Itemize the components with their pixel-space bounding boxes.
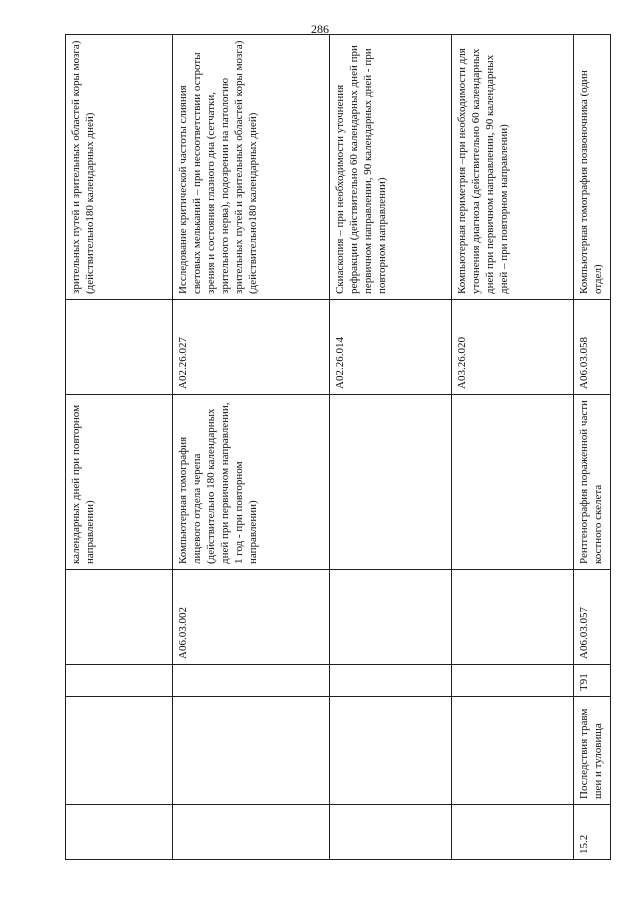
service-description-cell: Компьютерная периметрия –при необходимости для уточнения диагноза (действительно 60 календарных дней при первичном направлении, 90 календарных дней – при повторном направлении) (452, 35, 574, 300)
service-code-cell: A02.26.014 (330, 300, 452, 395)
service-description-cell (330, 395, 452, 570)
service-description-cell (452, 395, 574, 570)
icd-code-cell (173, 665, 330, 697)
disease-cell (330, 697, 452, 805)
table-row (574, 35, 611, 860)
service-code-cell: A06.03.057 (574, 570, 611, 665)
row-number-cell (452, 805, 574, 860)
service-description-cell: Исследование критической частоты слияния световых мельканий – при несоответствии остроты зрения и состояния глазного дна (сетчатки, зрительного нерва), подозрении на патологию зрительных путей и зрительных областей коры мозга) (действительно180 календарных дней) (173, 35, 330, 300)
service-code-cell: A06.03.058 (574, 300, 611, 395)
row-number-cell (173, 805, 330, 860)
service-code-cell (452, 570, 574, 665)
service-code-cell (66, 570, 173, 665)
table-row (173, 35, 330, 860)
row-number-cell: 15.2 (574, 805, 611, 860)
row-number-cell (330, 805, 452, 860)
service-code-cell (66, 300, 173, 395)
table-row (66, 35, 173, 860)
disease-cell: Последствия травм шеи и туловища (574, 697, 611, 805)
services-table (65, 34, 611, 860)
icd-code-cell (452, 665, 574, 697)
icd-code-cell (66, 665, 173, 697)
service-description-cell: календарных дней при повторном направлении) (66, 395, 173, 570)
service-description-cell: зрительных путей и зрительных областей коры мозга) (действительно180 календарных дней) (66, 35, 173, 300)
service-description-cell: Рентгенография пораженной части костного скелета (574, 395, 611, 570)
service-code-cell: A02.26.027 (173, 300, 330, 395)
row-number-cell (66, 805, 173, 860)
service-description-cell: Компьютерная томография лицевого отдела черепа (действительно 180 календарных дней при первичном направлении, 1 год - при повторном направлении) (173, 395, 330, 570)
disease-cell (452, 697, 574, 805)
icd-code-cell: T91 (574, 665, 611, 697)
table-row (452, 35, 574, 860)
table-row (330, 35, 452, 860)
service-description-cell: Скиаскопия – при необходимости уточнения рефракции (действительно 60 календарных дней при первичном направлении, 90 календарных дней - при повторном направлении) (330, 35, 452, 300)
service-description-cell: Компьютерная томография позвоночника (один отдел) (574, 35, 611, 300)
service-code-cell: A06.03.002 (173, 570, 330, 665)
rotated-table-container (65, 35, 605, 860)
disease-cell (66, 697, 173, 805)
disease-cell (173, 697, 330, 805)
page-number: 286 (311, 22, 329, 36)
service-code-cell (330, 570, 452, 665)
icd-code-cell (330, 665, 452, 697)
service-code-cell: A03.26.020 (452, 300, 574, 395)
